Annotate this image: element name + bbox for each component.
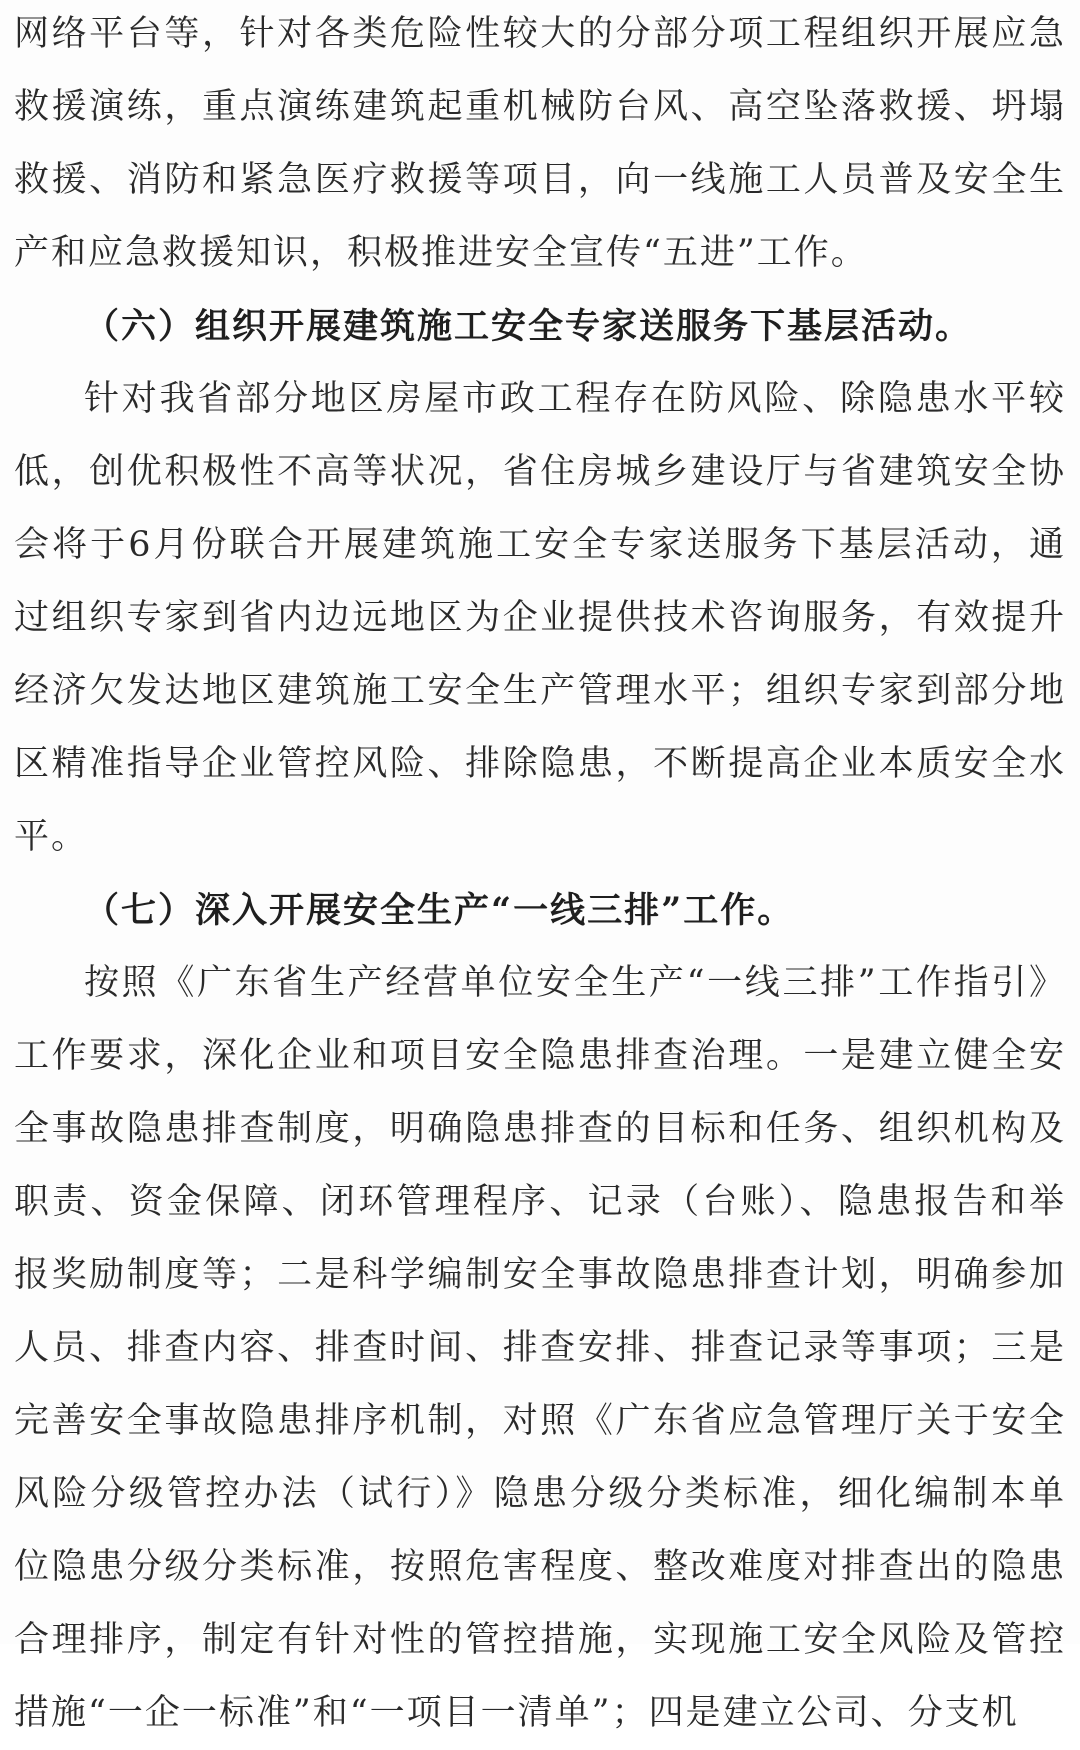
paragraph-emergency-drills: 网络平台等，针对各类危险性较大的分部分项工程组织开展应急救援演练，重点演练建筑起重机械防台风、高空坠落救援、坍塌救援、消防和紧急医疗救援等项目，向一线施工人员普及安全生产和应急救援知识，积极推进安全宣传“五进”工作。 [14,14,1066,273]
section-heading-6: （六）组织开展建筑施工安全专家送服务下基层活动。 [84,306,973,347]
paragraph-expert-service: 针对我省部分地区房屋市政工程存在防风险、除隐患水平较低，创优积极性不高等状况，省住房城乡建设厅与省建筑安全协会将于6月份联合开展建筑施工安全专家送服务下基层活动，通过组织专家到省内边远地区为企业提供技术咨询服务，有效提升经济欠发达地区建筑施工安全生产管理水平；组织专家到部分地区精准指导企业管控风险、排除隐患，不断提高企业本质安全水平。 [14,379,1066,857]
document-body [14,0,1066,1750]
section-heading-7: （七）深入开展安全生产“一线三排”工作。 [84,890,795,931]
paragraph-one-line-three-rows: 按照《广东省生产经营单位安全生产“一线三排”工作指引》工作要求，深化企业和项目安全隐患排查治理。一是建立健全安全事故隐患排查制度，明确隐患排查的目标和任务、组织机构及职责、资金保障、闭环管理程序、记录（台账）、隐患报告和举报奖励制度等；二是科学编制安全事故隐患排查计划，明确参加人员、排查内容、排查时间、排查安排、排查记录等事项；三是完善安全事故隐患排序机制，对照《广东省应急管理厅关于安全风险分级管控办法（试行）》隐患分级分类标准，细化编制本单位隐患分级分类标准，按照危害程度、整改难度对排查出的隐患合理排序，制定有针对性的管控措施，实现施工安全风险及管控措施“一企一标准”和“一项目一清单”；四是建立公司、分支机 [14,963,1066,1733]
